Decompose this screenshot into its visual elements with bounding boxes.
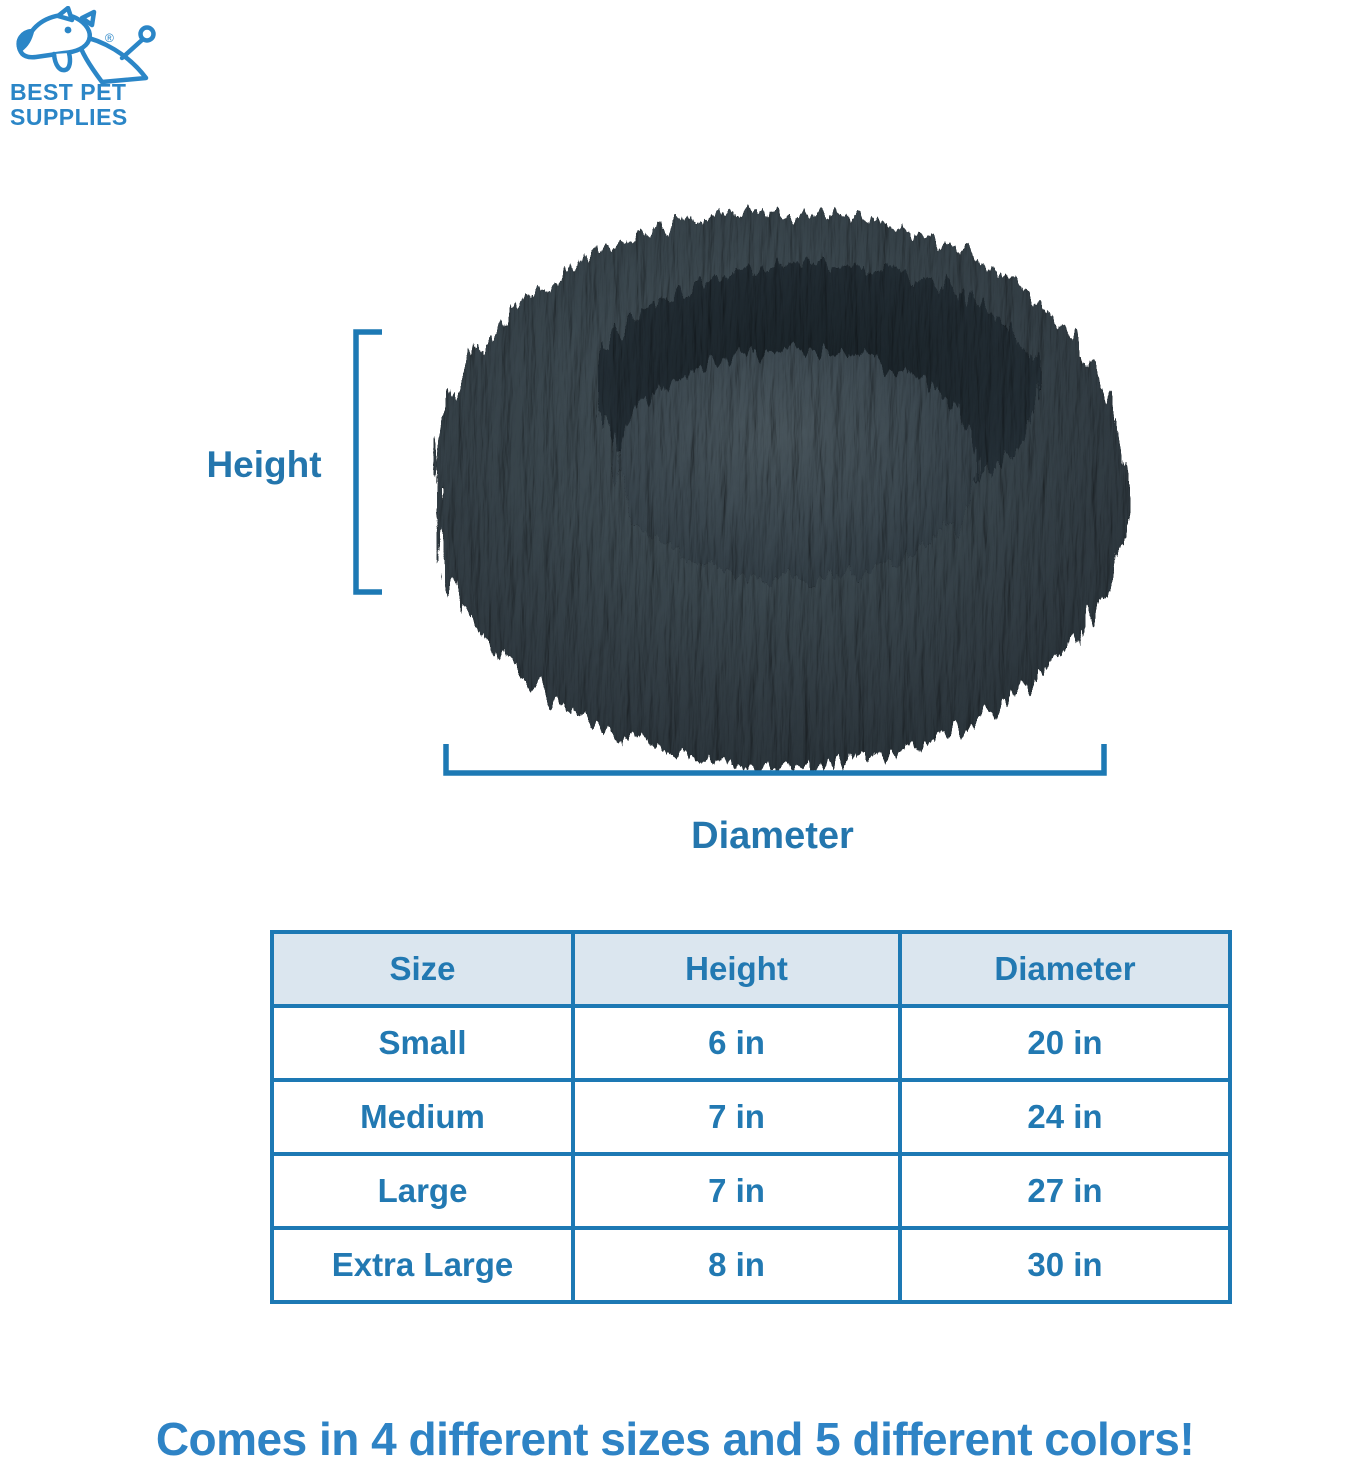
size-chart-table xyxy=(270,930,1232,1304)
size-cell: Small xyxy=(272,1006,573,1080)
diameter-cell: 20 in xyxy=(900,1006,1230,1080)
diameter-column-header: Diameter xyxy=(900,932,1230,1006)
table-row-large xyxy=(272,1154,1230,1228)
table-header-row xyxy=(272,932,1230,1006)
bed-center-cushion xyxy=(616,350,980,580)
dog-logo-icon xyxy=(10,6,160,84)
diameter-cell: 24 in xyxy=(900,1080,1230,1154)
pet-bed-image xyxy=(418,160,1148,775)
diameter-cell: 30 in xyxy=(900,1228,1230,1302)
diameter-bracket-icon xyxy=(443,741,1107,777)
brand-logo xyxy=(10,6,170,131)
diameter-dimension-label: Diameter xyxy=(691,815,854,857)
table-row-extra-large xyxy=(272,1228,1230,1302)
size-column-header: Size xyxy=(272,932,573,1006)
table-row-medium xyxy=(272,1080,1230,1154)
brand-line1: BEST PET xyxy=(10,79,127,105)
registered-trademark: ® xyxy=(105,31,114,45)
size-cell: Medium xyxy=(272,1080,573,1154)
table-row-small xyxy=(272,1006,1230,1080)
size-cell: Extra Large xyxy=(272,1228,573,1302)
tagline-text: Comes in 4 different sizes and 5 different colors! xyxy=(155,1413,1195,1465)
height-cell: 7 in xyxy=(573,1154,900,1228)
height-cell: 8 in xyxy=(573,1228,900,1302)
size-cell: Large xyxy=(272,1154,573,1228)
brand-name xyxy=(10,80,170,131)
height-column-header: Height xyxy=(573,932,900,1006)
brand-line2: SUPPLIES xyxy=(10,104,128,131)
height-dimension-label: Height xyxy=(206,444,322,485)
diameter-cell: 27 in xyxy=(900,1154,1230,1228)
height-cell: 6 in xyxy=(573,1006,900,1080)
height-cell: 7 in xyxy=(573,1080,900,1154)
